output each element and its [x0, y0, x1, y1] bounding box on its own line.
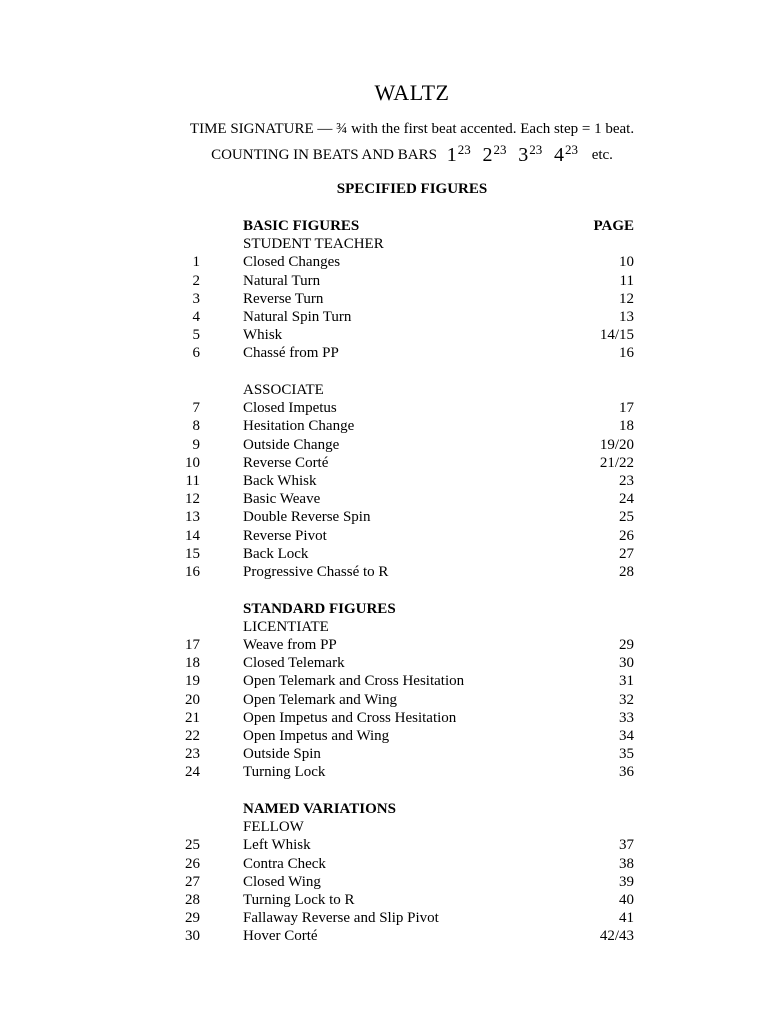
count-sub: 23: [529, 142, 543, 157]
figure-number: 3: [192, 290, 200, 307]
figure-number: 11: [185, 472, 200, 489]
figure-number: 16: [185, 563, 200, 580]
level-row: [0, 381, 768, 399]
figure-row: [0, 927, 768, 945]
figure-page: 14/15: [599, 327, 634, 344]
figure-number: 27: [185, 873, 200, 890]
figure-page: 23: [619, 472, 634, 489]
figure-name: Open Telemark and Wing: [243, 691, 397, 708]
group-heading-row: [0, 217, 768, 235]
figure-page: 26: [619, 527, 634, 544]
figure-page: 28: [619, 563, 634, 580]
figure-row: [0, 873, 768, 891]
figure-name: Double Reverse Spin: [243, 509, 371, 526]
figure-page: 24: [619, 491, 634, 508]
count-beat: 4: [553, 144, 564, 166]
figure-name: Natural Turn: [243, 272, 321, 289]
level-row: [0, 235, 768, 253]
figure-name: Open Impetus and Cross Hesitation: [243, 709, 457, 726]
group-heading-row: [0, 800, 768, 818]
count-bar: [447, 142, 471, 167]
count-sequence: [447, 142, 586, 167]
figure-row: [0, 709, 768, 727]
figure-number: 28: [185, 891, 200, 908]
figure-page: 42/43: [599, 928, 634, 945]
figure-page: 39: [619, 873, 634, 890]
figure-name: Weave from PP: [243, 636, 337, 653]
figure-row: [0, 417, 768, 435]
group-heading-row: [0, 600, 768, 618]
figure-page: 16: [619, 345, 634, 362]
figure-row: [0, 508, 768, 526]
figure-row: [0, 326, 768, 344]
level-row: [0, 818, 768, 836]
count-bar: [482, 142, 506, 167]
figure-number: 23: [185, 746, 200, 763]
figure-page: 30: [619, 655, 634, 672]
figure-number: 26: [185, 855, 200, 872]
figure-list: [0, 217, 768, 964]
figure-page: 40: [619, 891, 634, 908]
level-label: LICENTIATE: [243, 618, 329, 635]
figure-number: 17: [185, 636, 200, 653]
level-label: FELLOW: [243, 819, 304, 836]
figure-row: [0, 855, 768, 873]
figure-group: [0, 800, 768, 946]
figure-page: 11: [619, 272, 634, 289]
count-sub: 23: [457, 142, 471, 157]
count-sub: 23: [493, 142, 507, 157]
figure-name: Back Lock: [243, 545, 309, 562]
figure-page: 35: [619, 746, 634, 763]
figure-row: [0, 290, 768, 308]
figure-row: [0, 436, 768, 454]
figure-page: 36: [619, 764, 634, 781]
figure-name: Hover Corté: [243, 928, 318, 945]
page-title: WALTZ: [374, 80, 450, 105]
figure-row: [0, 399, 768, 417]
figure-name: Open Telemark and Cross Hesitation: [243, 673, 465, 690]
figure-name: Turning Lock to R: [243, 891, 355, 908]
figure-name: Reverse Corté: [243, 454, 329, 471]
counting-label: COUNTING IN BEATS AND BARS: [211, 147, 437, 163]
figure-row: [0, 545, 768, 563]
figure-row: [0, 454, 768, 472]
figure-number: 8: [192, 418, 200, 435]
figure-page: 38: [619, 855, 634, 872]
figure-group: [0, 381, 768, 581]
group-heading: NAMED VARIATIONS: [243, 800, 396, 817]
figure-row: [0, 636, 768, 654]
figure-name: Basic Weave: [243, 491, 321, 508]
counting-etc: etc.: [591, 147, 613, 163]
figure-number: 19: [185, 673, 200, 690]
figure-number: 25: [185, 837, 200, 854]
count-bar: [554, 142, 578, 167]
level-label: STUDENT TEACHER: [243, 236, 384, 253]
figure-number: 14: [185, 527, 200, 544]
figure-number: 22: [185, 727, 200, 744]
figure-number: 18: [185, 655, 200, 672]
figure-page: 12: [619, 290, 634, 307]
figure-number: 29: [185, 910, 200, 927]
figure-number: 4: [192, 308, 200, 325]
figure-name: Reverse Pivot: [243, 527, 327, 544]
figure-name: Closed Telemark: [243, 655, 345, 672]
page-column-header: PAGE: [593, 218, 634, 234]
figure-row: [0, 763, 768, 781]
figure-name: Whisk: [243, 327, 283, 344]
figure-name: Open Impetus and Wing: [243, 727, 390, 744]
section-heading: SPECIFIED FIGURES: [336, 181, 488, 197]
figure-row: [0, 308, 768, 326]
figure-row: [0, 727, 768, 745]
figure-name: Chassé from PP: [243, 345, 339, 362]
figure-page: 29: [619, 636, 634, 653]
figure-name: Natural Spin Turn: [243, 308, 352, 325]
figure-name: Reverse Turn: [243, 290, 324, 307]
figure-number: 1: [192, 254, 200, 271]
figure-page: 10: [619, 254, 634, 271]
figure-number: 30: [185, 928, 200, 945]
figure-row: [0, 272, 768, 290]
figure-name: Closed Changes: [243, 254, 341, 271]
figure-name: Outside Spin: [243, 746, 321, 763]
figure-name: Closed Impetus: [243, 400, 337, 417]
figure-page: 32: [619, 691, 634, 708]
figure-number: 6: [192, 345, 200, 362]
figure-page: 25: [619, 509, 634, 526]
figure-row: [0, 654, 768, 672]
figure-page: 17: [619, 400, 634, 417]
figure-row: [0, 527, 768, 545]
figure-name: Progressive Chassé to R: [243, 563, 389, 580]
figure-row: [0, 891, 768, 909]
count-bar: [518, 142, 542, 167]
figure-name: Hesitation Change: [243, 418, 355, 435]
count-beat: 2: [482, 144, 493, 166]
group-heading: BASIC FIGURES: [243, 218, 360, 234]
figure-name: Closed Wing: [243, 873, 321, 890]
figure-row: [0, 253, 768, 271]
time-signature-line: TIME SIGNATURE — ¾ with the first beat accented. Each step = 1 beat.: [189, 121, 635, 137]
figure-page: 18: [619, 418, 634, 435]
figure-page: 21/22: [599, 454, 634, 471]
figure-number: 12: [185, 491, 200, 508]
level-label: ASSOCIATE: [243, 382, 324, 398]
counting-line: [0, 142, 768, 167]
figure-name: Outside Change: [243, 436, 340, 453]
count-sub: 23: [564, 142, 578, 157]
figure-page: 27: [619, 545, 634, 562]
figure-row: [0, 344, 768, 362]
figure-number: 9: [192, 436, 200, 453]
figure-page: 41: [619, 910, 634, 927]
figure-number: 2: [192, 272, 200, 289]
figure-group: [0, 217, 768, 363]
figure-group: [0, 600, 768, 782]
figure-number: 21: [185, 709, 200, 726]
figure-number: 15: [185, 545, 200, 562]
figure-name: Fallaway Reverse and Slip Pivot: [243, 910, 439, 927]
figure-row: [0, 672, 768, 690]
figure-number: 10: [185, 454, 200, 471]
figure-name: Turning Lock: [243, 764, 326, 781]
figure-number: 13: [185, 509, 200, 526]
count-beat: 3: [518, 144, 529, 166]
figure-row: [0, 745, 768, 763]
level-row: [0, 618, 768, 636]
figure-page: 37: [619, 837, 634, 854]
figure-row: [0, 836, 768, 854]
count-beat: 1: [446, 144, 457, 166]
figure-number: 24: [185, 764, 200, 781]
figure-page: 34: [619, 727, 634, 744]
figure-number: 5: [192, 327, 200, 344]
figure-row: [0, 691, 768, 709]
figure-page: 31: [619, 673, 634, 690]
figure-number: 7: [192, 400, 200, 417]
group-heading: STANDARD FIGURES: [243, 600, 396, 617]
figure-page: 33: [619, 709, 634, 726]
figure-page: 19/20: [599, 436, 634, 453]
figure-row: [0, 563, 768, 581]
figure-row: [0, 490, 768, 508]
figure-name: Contra Check: [243, 855, 326, 872]
figure-row: [0, 472, 768, 490]
figure-page: 13: [619, 308, 634, 325]
figure-name: Back Whisk: [243, 472, 317, 489]
figure-number: 20: [185, 691, 200, 708]
figure-name: Left Whisk: [243, 837, 311, 854]
figure-row: [0, 909, 768, 927]
